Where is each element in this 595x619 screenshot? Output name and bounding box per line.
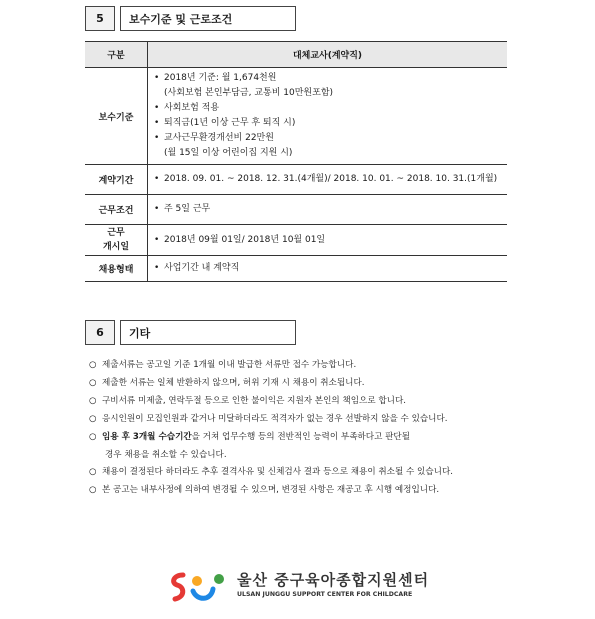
content-line: [149, 116, 506, 131]
row-label-line: 개시일: [102, 242, 130, 252]
list-item-continuation: [89, 447, 453, 465]
content-line: [149, 86, 506, 101]
list-item: [89, 482, 453, 500]
bullet-icon: •: [154, 204, 160, 214]
notes-list: [89, 357, 453, 500]
list-item: [89, 411, 453, 429]
row-content: [148, 68, 508, 165]
bullet-icon: •: [154, 174, 160, 184]
content-text: 2018. 09. 01. ~ 2018. 12. 31.(4개월)/ 2018. 10. 01. ~ 2018. 10. 31.(1개월): [164, 174, 498, 184]
row-content: [148, 165, 508, 195]
content-line: [149, 261, 506, 276]
circle-bullet: ○: [89, 467, 97, 478]
note-emphasis: 임용 후 3개월 수습기간: [102, 431, 192, 442]
row-label-line: 근무: [107, 228, 125, 238]
content-line: [149, 202, 506, 217]
list-item: [89, 393, 453, 411]
note-text: 제출서류는 공고일 기준 1개월 이내 발급한 서류만 접수 가능합니다.: [102, 360, 357, 370]
row-content: [148, 225, 508, 256]
center-logo: [167, 569, 437, 605]
circle-bullet: ○: [89, 377, 97, 388]
circle-bullet: ○: [89, 413, 97, 424]
column-header: 대체교사(계약직): [148, 42, 508, 68]
content-text: (사회보험 본인부담금, 교통비 10만원포함): [164, 88, 334, 98]
bullet-icon: •: [154, 73, 160, 83]
row-label: [85, 225, 148, 256]
section-number: 5: [85, 6, 115, 31]
row-label: 근무조건: [85, 195, 148, 225]
row-content: [148, 256, 508, 282]
content-text: 2018년 09월 01일/ 2018년 10월 01일: [164, 234, 326, 245]
section-number: 6: [85, 320, 115, 345]
content-text: (월 15일 이상 어린이집 지원 시): [164, 148, 293, 158]
section-title: 보수기준 및 근로조건: [120, 6, 296, 31]
list-item: [89, 464, 453, 482]
section-5-header: [85, 6, 296, 31]
content-line: [149, 172, 506, 187]
row-label: 보수기준: [85, 68, 148, 165]
circle-bullet: ○: [89, 485, 97, 496]
content-text: 교사근무환경개선비 22만원: [164, 133, 274, 143]
logo-english-name: ULSAN JUNGGU SUPPORT CENTER FOR CHILDCARE: [237, 591, 413, 598]
content-text: 주 5일 근무: [164, 204, 211, 214]
section-title: 기타: [120, 320, 296, 345]
content-line: [149, 146, 506, 161]
bullet-icon: •: [154, 133, 160, 143]
content-line: [149, 131, 506, 146]
column-header: 구분: [85, 42, 148, 68]
content-text: 사업기간 내 계약직: [164, 263, 240, 273]
bullet-icon: •: [154, 234, 160, 245]
content-line: [149, 101, 506, 116]
bullet-icon: •: [154, 118, 160, 128]
table-row: [85, 195, 507, 225]
bullet-icon: •: [154, 103, 160, 113]
content-line: [149, 233, 506, 248]
note-text: 을 거쳐 업무수행 등의 전반적인 능력이 부족하다고 판단될: [191, 431, 411, 442]
content-text: 2018년 기준: 월 1,674천원: [164, 73, 277, 83]
bullet-icon: •: [154, 263, 160, 273]
note-text: 경우 채용을 취소할 수 있습니다.: [105, 449, 227, 460]
table-header-row: [85, 42, 507, 68]
logo-korean-name: 울산 중구육아종합지원센터: [237, 571, 430, 589]
content-line: [149, 71, 506, 86]
note-text: 구비서류 미제출, 연락두절 등으로 인한 불이익은 지원자 본인의 책임으로 합니다.: [102, 395, 407, 406]
table-row: [85, 225, 507, 256]
circle-bullet: ○: [89, 360, 97, 370]
content-text: 퇴직금(1년 이상 근무 후 퇴직 시): [164, 118, 296, 128]
table-row: [85, 165, 507, 195]
table-row: [85, 68, 507, 165]
table-row: [85, 256, 507, 282]
content-text: 사회보험 적용: [164, 103, 220, 113]
note-text: 본 공고는 내부사정에 의하여 변경될 수 있으며, 변경된 사항은 재공고 후 시행 예정입니다.: [102, 485, 440, 496]
conditions-table: [85, 41, 507, 282]
list-item: [89, 375, 453, 393]
list-item: [89, 357, 453, 375]
logo-mark-icon: [167, 569, 231, 605]
note-text: 제출한 서류는 일체 반환하지 않으며, 허위 기재 시 채용이 취소됩니다.: [102, 377, 365, 388]
row-label: 계약기간: [85, 165, 148, 195]
circle-bullet: ○: [89, 431, 97, 442]
row-content: [148, 195, 508, 225]
note-text: 응시인원이 모집인원과 같거나 미달하더라도 적격자가 없는 경우 선발하지 않을 수 있습니다.: [102, 413, 448, 424]
note-text: 채용이 결정된다 하더라도 추후 결격사유 및 신체검사 결과 등으로 채용이 취소될 수 있습니다.: [102, 467, 453, 478]
section-6-header: [85, 320, 296, 345]
list-item: [89, 429, 453, 447]
circle-bullet: ○: [89, 395, 97, 406]
row-label: 채용형태: [85, 256, 148, 282]
